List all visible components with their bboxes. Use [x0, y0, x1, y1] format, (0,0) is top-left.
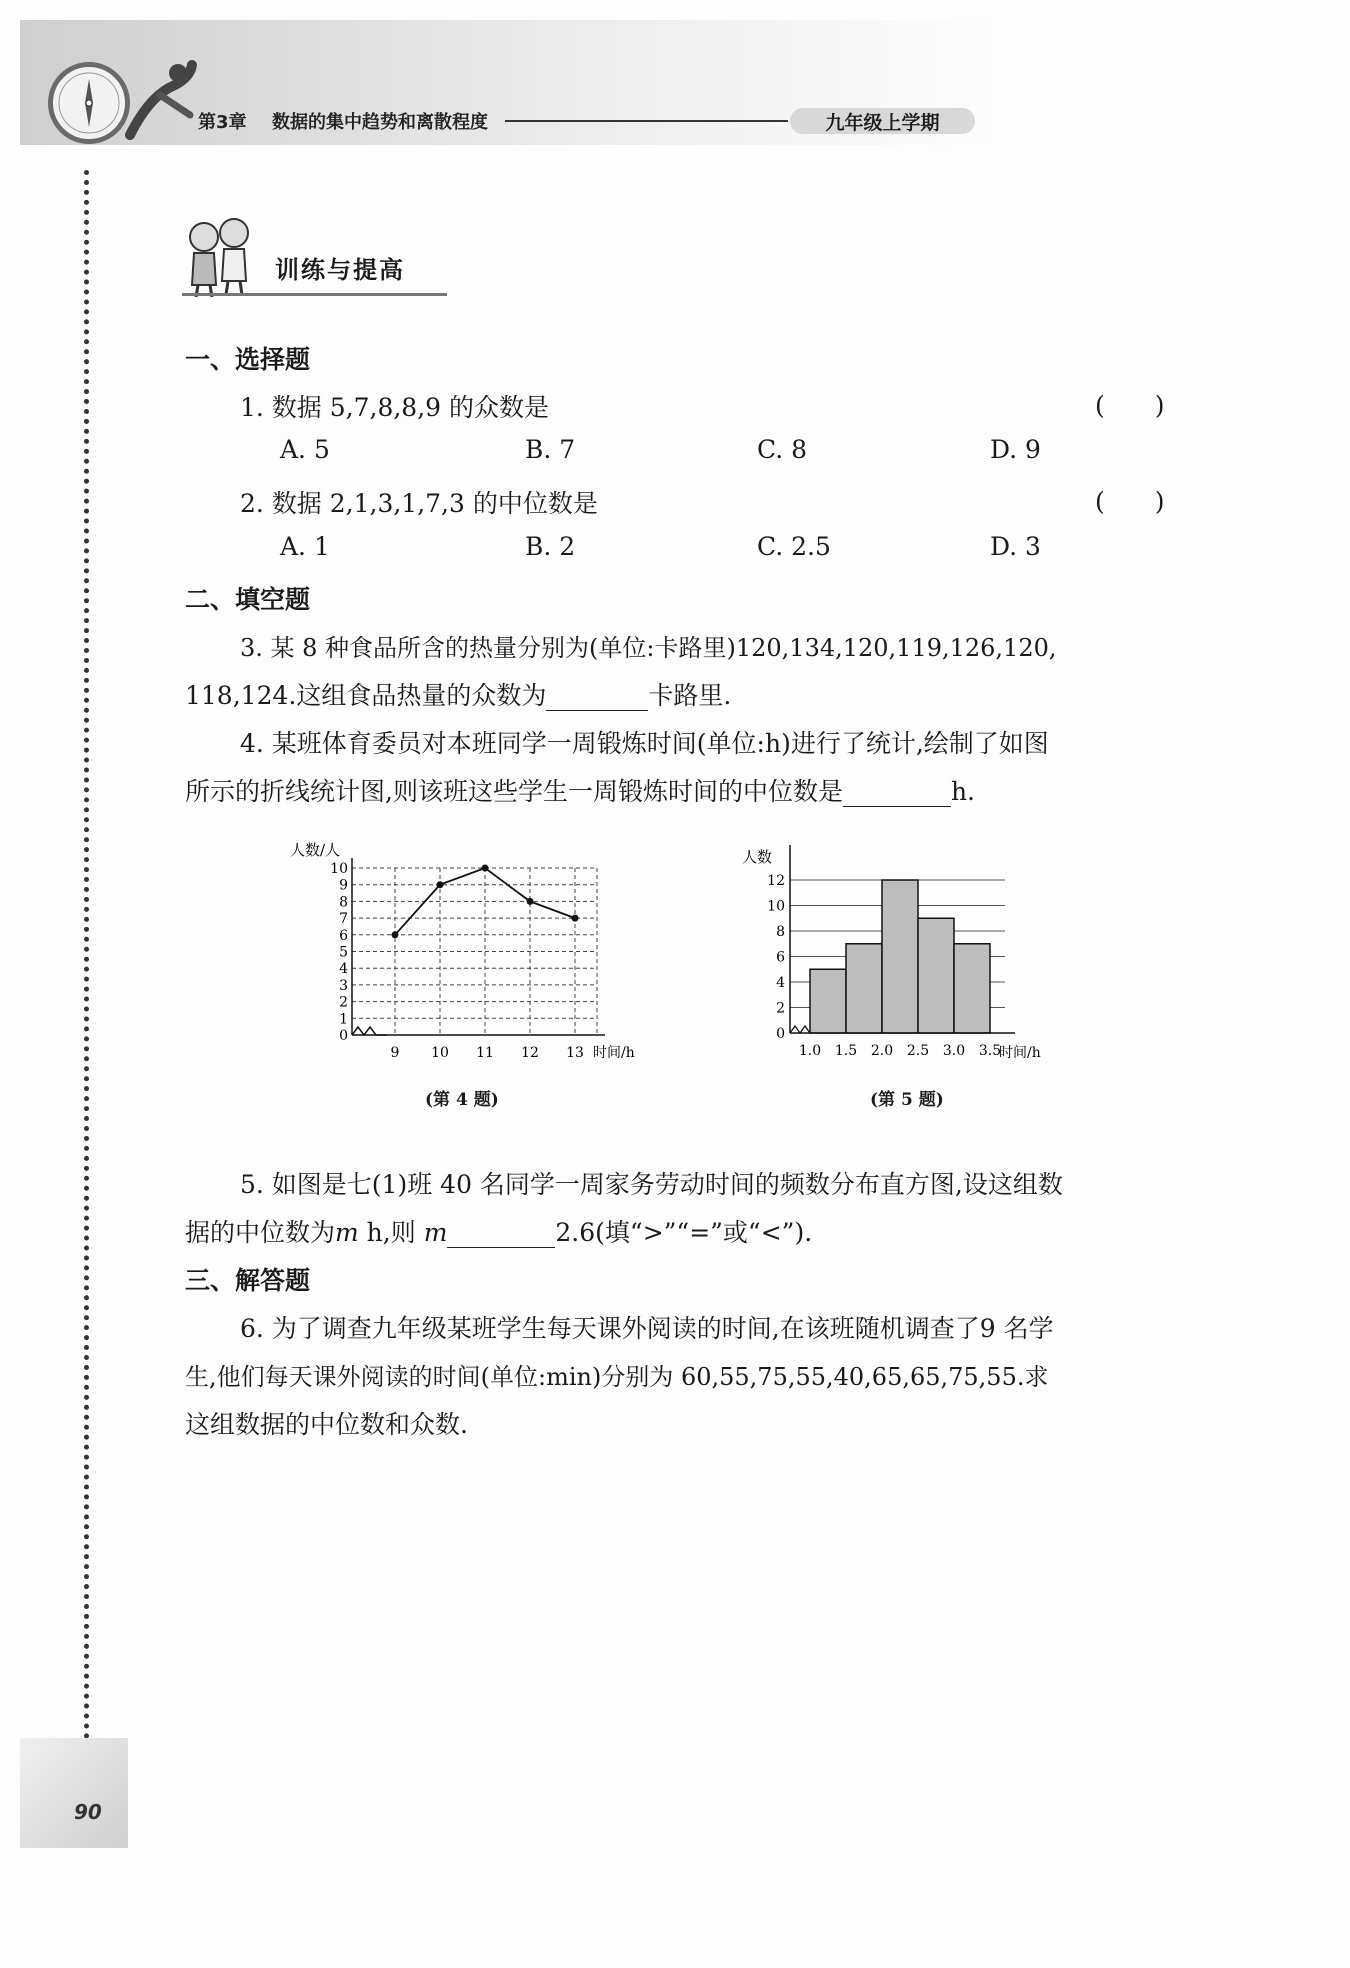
y-tick-label: 7 — [339, 911, 348, 928]
question-1-option-a: A. 5 — [280, 435, 330, 464]
section-heading-choice: 一、选择题 — [185, 345, 311, 374]
x-tick-label: 2.0 — [870, 1043, 894, 1059]
banner-underline — [182, 293, 447, 296]
data-point — [527, 898, 534, 905]
question-5-text-a: 据的中位数为 — [185, 1218, 336, 1247]
question-5-text-c: 2.6(填“>”“=”或“<”). — [555, 1218, 813, 1247]
chapter-number: 第3章 — [198, 112, 247, 133]
question-5-answer-blank[interactable] — [447, 1218, 555, 1248]
x-tick-label: 9 — [390, 1045, 400, 1061]
x-tick-label: 13 — [566, 1045, 584, 1061]
kids-illustration — [182, 215, 262, 300]
x-tick-label: 10 — [431, 1045, 449, 1061]
y-tick-label: 12 — [767, 873, 785, 889]
y-tick-label: 10 — [330, 861, 348, 877]
grade-label: 九年级上学期 — [825, 112, 940, 134]
x-axis-label: 时间/h — [999, 1045, 1041, 1061]
y-tick-label: 5 — [339, 944, 348, 961]
question-1-option-d: D. 9 — [990, 435, 1041, 464]
x-tick-label: 11 — [476, 1045, 494, 1061]
y-tick-label: 8 — [776, 924, 785, 940]
section-banner-title: 训练与提高 — [275, 256, 405, 284]
question-1-option-c: C. 8 — [757, 435, 808, 464]
question-4-text-a: 所示的折线统计图,则该班这些学生一周锻炼时间的中位数是 — [185, 777, 843, 806]
y-tick-label: 4 — [339, 961, 348, 978]
question-5-var-m-1: m — [335, 1218, 359, 1247]
y-tick-label: 8 — [339, 894, 348, 911]
question-5-var-m-2: m — [423, 1218, 448, 1247]
y-tick-label: 3 — [339, 977, 348, 994]
question-5-text-b: h,则 — [358, 1218, 424, 1247]
question-2-option-c: C. 2.5 — [757, 532, 831, 561]
page-number-block — [20, 1738, 128, 1848]
question-1-stem: 1. 数据 5,7,8,8,9 的众数是 — [240, 393, 550, 422]
caption-question-5: (第 5 题) — [870, 1090, 944, 1110]
question-1-option-b: B. 7 — [525, 435, 576, 464]
compass-icon — [48, 62, 130, 144]
binding-dots — [84, 170, 89, 1740]
question-2-option-a: A. 1 — [280, 532, 330, 561]
x-tick-label: 2.5 — [906, 1043, 930, 1059]
y-tick-label: 9 — [339, 877, 348, 894]
data-point — [392, 931, 399, 938]
question-3-line-2 — [185, 676, 731, 712]
histogram-bar — [954, 944, 990, 1033]
histogram-bar — [918, 918, 954, 1033]
question-6-line-3: 这组数据的中位数和众数. — [185, 1410, 468, 1439]
axis-break-mark — [352, 1027, 387, 1035]
runner-icon — [120, 55, 200, 145]
question-3-text-a: 118,124.这组食品热量的众数为 — [185, 681, 547, 710]
question-2-answer-paren: ( ) — [1095, 487, 1165, 516]
y-tick-label: 0 — [776, 1026, 785, 1042]
question-4-text-b: h. — [950, 777, 976, 806]
x-axis-label: 时间/h — [593, 1045, 635, 1061]
histogram-bar — [810, 969, 846, 1033]
data-point — [437, 881, 444, 888]
y-tick-label: 0 — [339, 1028, 348, 1044]
y-tick-label: 4 — [776, 975, 785, 991]
question-3-answer-blank[interactable] — [546, 681, 648, 711]
histogram-bar — [846, 944, 882, 1033]
chapter-title: 数据的集中趋势和离散程度 — [272, 112, 488, 133]
y-tick-label: 2 — [776, 1000, 785, 1017]
histogram-question-5 — [740, 835, 1090, 1070]
x-tick-label: 3.5 — [978, 1043, 1002, 1059]
y-tick-label: 2 — [339, 994, 348, 1011]
y-axis-label: 人数 — [742, 848, 773, 866]
y-axis-label: 人数/人 — [290, 841, 341, 859]
data-point — [482, 865, 489, 872]
x-tick-label: 1.5 — [834, 1043, 858, 1059]
data-point — [572, 915, 579, 922]
question-1-answer-paren: ( ) — [1095, 391, 1165, 420]
page-number: 90 — [74, 1800, 102, 1824]
question-4-answer-blank[interactable] — [843, 777, 951, 807]
question-4-line-2 — [185, 772, 975, 808]
y-tick-label: 10 — [767, 898, 785, 915]
x-tick-label: 1.0 — [798, 1043, 822, 1059]
question-2-stem: 2. 数据 2,1,3,1,7,3 的中位数是 — [240, 489, 598, 518]
axis-break-mark — [790, 1026, 810, 1033]
question-2-option-d: D. 3 — [990, 532, 1041, 561]
question-5-line-1: 5. 如图是七(1)班 40 名同学一周家务劳动时间的频数分布直方图,设这组数 — [240, 1170, 1063, 1199]
histogram-bar — [882, 880, 918, 1033]
section-heading-solve: 三、解答题 — [185, 1266, 311, 1295]
x-tick-label: 3.0 — [942, 1043, 966, 1059]
line-chart-question-4 — [270, 835, 650, 1070]
y-tick-label: 6 — [339, 927, 348, 944]
question-2-option-b: B. 2 — [525, 532, 576, 561]
caption-question-4: (第 4 题) — [425, 1090, 499, 1110]
x-tick-label: 12 — [521, 1045, 539, 1061]
header-divider — [505, 120, 788, 122]
y-tick-label: 1 — [339, 1011, 348, 1028]
section-heading-fill: 二、填空题 — [185, 585, 311, 614]
question-3-line-1: 3. 某 8 种食品所含的热量分别为(单位:卡路里)120,134,120,119,126,120, — [240, 634, 1057, 662]
question-5-line-2 — [185, 1213, 812, 1249]
question-6-line-1: 6. 为了调查九年级某班学生每天课外阅读的时间,在该班随机调查了9 名学 — [240, 1314, 1054, 1343]
question-4-line-1: 4. 某班体育委员对本班同学一周锻炼时间(单位:h)进行了统计,绘制了如图 — [240, 729, 1049, 758]
y-tick-label: 6 — [776, 949, 785, 966]
question-3-text-b: 卡路里. — [648, 681, 732, 710]
question-6-line-2: 生,他们每天课外阅读的时间(单位:min)分别为 60,55,75,55,40,65,65,75,55.求 — [185, 1363, 1049, 1391]
